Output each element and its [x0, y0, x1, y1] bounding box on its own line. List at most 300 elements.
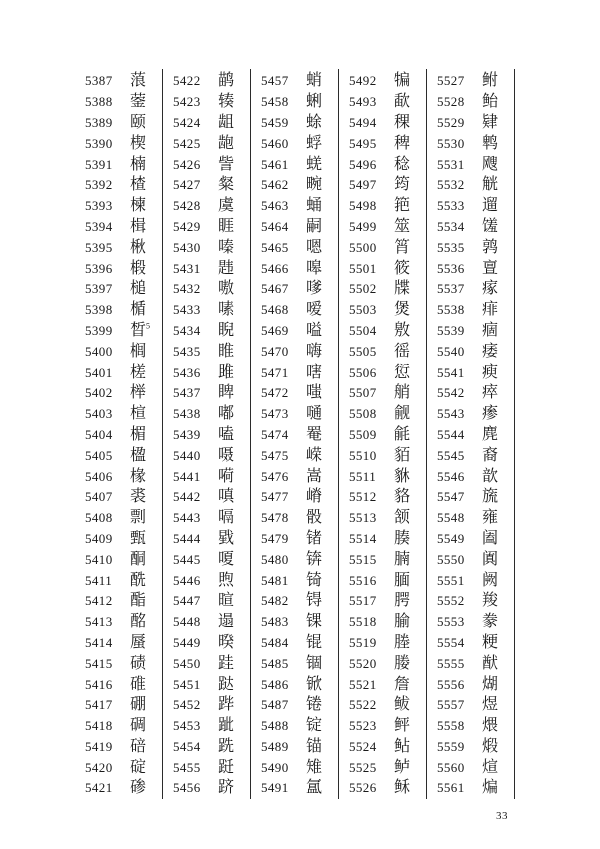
char-index-number: 5557	[437, 697, 465, 713]
char-index-number: 5408	[85, 510, 113, 526]
chinese-character: 煅	[482, 737, 499, 755]
chinese-character: 媵	[394, 654, 411, 672]
char-index-number: 5495	[349, 135, 377, 151]
table-row	[163, 757, 250, 778]
chinese-character: 痱	[482, 301, 499, 319]
table-row	[251, 778, 338, 799]
chinese-character: 牒	[394, 280, 411, 298]
char-index-number: 5460	[261, 135, 289, 151]
table-row	[251, 591, 338, 612]
char-index-number: 5457	[261, 73, 289, 89]
char-index-number: 5429	[173, 218, 201, 234]
char-index-number: 5471	[261, 364, 289, 380]
chinese-character: 跶	[218, 675, 235, 693]
table-row	[163, 71, 250, 92]
table-row	[251, 133, 338, 154]
chinese-character: 碇	[130, 758, 147, 776]
chinese-character: 瘐	[482, 363, 499, 381]
table-row	[427, 549, 514, 570]
table-row	[75, 466, 162, 487]
table-row	[75, 591, 162, 612]
table-row	[163, 341, 250, 362]
char-index-number: 5474	[261, 426, 289, 442]
table-row	[339, 757, 426, 778]
char-index-number: 5498	[349, 198, 377, 214]
char-index-number: 5488	[261, 718, 289, 734]
char-index-number: 5394	[85, 218, 113, 234]
chinese-character: 貊	[394, 446, 411, 464]
chinese-character: 楣	[130, 425, 147, 443]
table-row	[339, 674, 426, 695]
chinese-character: 鲋	[482, 72, 499, 90]
table-row	[339, 217, 426, 238]
chinese-character: 觥	[482, 176, 499, 194]
chinese-character: 锟	[306, 633, 323, 651]
table-row	[251, 570, 338, 591]
table-row	[339, 279, 426, 300]
char-index-number: 5554	[437, 634, 465, 650]
table-row	[339, 175, 426, 196]
char-index-number: 5556	[437, 676, 465, 692]
table-row	[339, 737, 426, 758]
char-index-number: 5393	[85, 198, 113, 214]
char-index-number: 5448	[173, 614, 201, 630]
char-index-number: 5410	[85, 551, 113, 567]
char-index-number: 5537	[437, 281, 465, 297]
char-index-number: 5401	[85, 364, 113, 380]
char-index-number: 5425	[173, 135, 201, 151]
chinese-character: 瘁	[482, 384, 499, 402]
chinese-character: 睥	[218, 384, 235, 402]
chinese-character: 愆	[394, 363, 411, 381]
table-row	[339, 71, 426, 92]
table-row	[75, 778, 162, 799]
char-index-number: 5415	[85, 655, 113, 671]
char-index-number: 5512	[349, 489, 377, 505]
chinese-character: 楫	[130, 217, 147, 235]
chinese-character: 訾	[218, 155, 235, 173]
chinese-character: 嗄	[218, 550, 235, 568]
table-row	[251, 653, 338, 674]
table-row	[251, 300, 338, 321]
table-row	[75, 737, 162, 758]
char-index-number: 5442	[173, 489, 201, 505]
char-index-number: 5561	[437, 780, 465, 796]
char-index-number: 5552	[437, 593, 465, 609]
chinese-character: 嵩	[306, 467, 323, 485]
table-row	[427, 362, 514, 383]
table-row	[251, 695, 338, 716]
chinese-character: 嗝	[218, 509, 235, 527]
chinese-character: 酩	[130, 613, 147, 631]
char-index-number: 5453	[173, 718, 201, 734]
table-row	[163, 258, 250, 279]
table-row	[251, 757, 338, 778]
char-index-number: 5531	[437, 156, 465, 172]
char-index-number: 5449	[173, 634, 201, 650]
char-index-number: 5513	[349, 510, 377, 526]
chinese-character: 蜉	[306, 134, 323, 152]
chinese-character: 瘆	[482, 405, 499, 423]
char-index-number: 5482	[261, 593, 289, 609]
table-row	[75, 695, 162, 716]
table-row	[75, 508, 162, 529]
table-row	[427, 113, 514, 134]
chinese-character: 蛹	[306, 197, 323, 215]
table-row	[339, 321, 426, 342]
table-row	[251, 466, 338, 487]
char-index-number: 5540	[437, 343, 465, 359]
char-index-number: 5492	[349, 73, 377, 89]
table-row	[251, 71, 338, 92]
table-row	[163, 591, 250, 612]
chinese-character: 鹑	[482, 238, 499, 256]
char-index-number: 5529	[437, 114, 465, 130]
table-row	[163, 445, 250, 466]
table-column-4	[339, 69, 427, 799]
char-index-number: 5478	[261, 510, 289, 526]
char-index-number: 5465	[261, 239, 289, 255]
char-index-number: 5510	[349, 447, 377, 463]
table-row	[427, 529, 514, 550]
table-row	[339, 695, 426, 716]
char-index-number: 5461	[261, 156, 289, 172]
table-row	[75, 549, 162, 570]
char-index-number: 5485	[261, 655, 289, 671]
chinese-character: 蜣	[306, 155, 323, 173]
table-row	[339, 716, 426, 737]
char-index-number: 5452	[173, 697, 201, 713]
chinese-character: 毹	[394, 425, 411, 443]
chinese-character: 嗉	[218, 301, 235, 319]
table-row	[251, 674, 338, 695]
chinese-character: 亶	[482, 259, 499, 277]
char-index-number: 5459	[261, 114, 289, 130]
char-index-number: 5418	[85, 718, 113, 734]
table-row	[251, 487, 338, 508]
chinese-character: 嗫	[218, 446, 235, 464]
table-row	[427, 778, 514, 799]
chinese-character: 嵘	[306, 446, 323, 464]
chinese-character: 蓥	[130, 93, 147, 111]
table-row	[163, 425, 250, 446]
chinese-character: 阗	[482, 550, 499, 568]
char-index-number: 5543	[437, 406, 465, 422]
char-index-number: 5545	[437, 447, 465, 463]
table-row	[427, 279, 514, 300]
chinese-character: 跐	[218, 717, 235, 735]
chinese-character: 楔	[130, 134, 147, 152]
chinese-character: 蛸	[306, 72, 323, 90]
chinese-character: 楝	[130, 197, 147, 215]
table-row	[163, 383, 250, 404]
chinese-character: 痿	[482, 342, 499, 360]
table-row	[75, 653, 162, 674]
table-row	[75, 133, 162, 154]
table-row	[75, 175, 162, 196]
char-index-number: 5536	[437, 260, 465, 276]
char-index-number: 5517	[349, 593, 377, 609]
chinese-character: 煸	[482, 779, 499, 797]
table-row	[163, 92, 250, 113]
char-index-number: 5534	[437, 218, 465, 234]
table-row	[427, 383, 514, 404]
char-index-number: 5483	[261, 614, 289, 630]
table-row	[427, 300, 514, 321]
char-index-number: 5502	[349, 281, 377, 297]
table-row	[75, 362, 162, 383]
table-row	[427, 653, 514, 674]
table-row	[427, 612, 514, 633]
char-index-number: 5533	[437, 198, 465, 214]
char-index-number: 5421	[85, 780, 113, 796]
char-index-number: 5439	[173, 426, 201, 442]
char-index-number: 5427	[173, 177, 201, 193]
char-index-number: 5387	[85, 73, 113, 89]
char-index-number: 5493	[349, 94, 377, 110]
chinese-character: 稗	[394, 134, 411, 152]
table-row	[251, 383, 338, 404]
table-row	[339, 778, 426, 799]
char-index-number: 5441	[173, 468, 201, 484]
table-row	[75, 445, 162, 466]
char-index-number: 5388	[85, 94, 113, 110]
char-index-number: 5477	[261, 489, 289, 505]
chinese-character: 煨	[482, 717, 499, 735]
table-row	[251, 362, 338, 383]
chinese-character: 罨	[306, 425, 323, 443]
chinese-character: 蜃	[130, 633, 147, 651]
chinese-character: 嗪	[218, 238, 235, 256]
chinese-character: 锛	[306, 550, 323, 568]
table-row	[427, 71, 514, 92]
chinese-character: 暌	[218, 633, 235, 651]
table-row	[427, 258, 514, 279]
char-index-number: 5451	[173, 676, 201, 692]
char-index-number: 5527	[437, 73, 465, 89]
char-index-number: 5455	[173, 759, 201, 775]
character-index-table	[75, 69, 515, 799]
char-index-number: 5435	[173, 343, 201, 359]
chinese-character: 瘃	[482, 280, 499, 298]
chinese-character: 蒗	[130, 72, 147, 90]
chinese-character: 跬	[218, 654, 235, 672]
table-row	[163, 487, 250, 508]
char-index-number: 5501	[349, 260, 377, 276]
table-row	[163, 321, 250, 342]
chinese-character: 嘟	[218, 405, 235, 423]
chinese-character: 粲	[218, 176, 235, 194]
table-row	[339, 549, 426, 570]
table-row	[75, 258, 162, 279]
table-row	[163, 737, 250, 758]
table-row	[163, 217, 250, 238]
char-index-number: 5494	[349, 114, 377, 130]
chinese-character: 槌	[130, 280, 147, 298]
char-index-number: 5430	[173, 239, 201, 255]
table-row	[163, 466, 250, 487]
chinese-character: 裘	[130, 488, 147, 506]
chinese-character: 锞	[306, 613, 323, 631]
char-index-number: 5558	[437, 718, 465, 734]
table-row	[75, 279, 162, 300]
table-row	[75, 300, 162, 321]
table-row	[339, 633, 426, 654]
chinese-character: 锩	[306, 696, 323, 714]
char-index-number: 5450	[173, 655, 201, 671]
chinese-character: 骰	[306, 509, 323, 527]
table-row	[339, 341, 426, 362]
chinese-character: 鹎	[482, 134, 499, 152]
chinese-character: 粳	[482, 633, 499, 651]
char-index-number: 5398	[85, 302, 113, 318]
char-index-number: 5402	[85, 385, 113, 401]
chinese-character: 痼	[482, 321, 499, 339]
table-row	[251, 737, 338, 758]
chinese-character: 筲	[394, 238, 411, 256]
chinese-character: 嗌	[306, 321, 323, 339]
chinese-character: 锗	[306, 529, 323, 547]
chinese-character: 阙	[482, 571, 499, 589]
table-row	[427, 570, 514, 591]
chinese-character: 跣	[218, 737, 235, 755]
table-row	[427, 633, 514, 654]
char-index-number: 5508	[349, 406, 377, 422]
char-index-number: 5423	[173, 94, 201, 110]
char-index-number: 5396	[85, 260, 113, 276]
table-row	[427, 196, 514, 217]
char-index-number: 5506	[349, 364, 377, 380]
chinese-character: 歆	[482, 467, 499, 485]
table-row	[75, 237, 162, 258]
table-row	[339, 133, 426, 154]
table-row	[163, 300, 250, 321]
char-index-number: 5437	[173, 385, 201, 401]
chinese-character: 羧	[482, 592, 499, 610]
chinese-character: 敫	[394, 321, 411, 339]
table-row	[75, 383, 162, 404]
char-index-number: 5499	[349, 218, 377, 234]
char-index-number: 5420	[85, 759, 113, 775]
char-index-number: 5431	[173, 260, 201, 276]
table-row	[339, 196, 426, 217]
table-row	[251, 508, 338, 529]
table-row	[75, 425, 162, 446]
chinese-character: 蜍	[306, 113, 323, 131]
table-row	[427, 487, 514, 508]
char-index-number: 5433	[173, 302, 201, 318]
table-row	[251, 175, 338, 196]
table-column-3	[251, 69, 339, 799]
table-row	[339, 570, 426, 591]
chinese-character: 戥	[218, 529, 235, 547]
char-index-number: 5470	[261, 343, 289, 359]
chinese-character: 稞	[394, 113, 411, 131]
chinese-character: 遛	[482, 197, 499, 215]
char-index-number: 5443	[173, 510, 201, 526]
chinese-character: 嗷	[218, 280, 235, 298]
char-index-number: 5525	[349, 759, 377, 775]
table-row	[75, 341, 162, 362]
chinese-character: 椽	[130, 467, 147, 485]
char-index-number: 5389	[85, 114, 113, 130]
table-row	[339, 425, 426, 446]
table-row	[427, 404, 514, 425]
chinese-character: 剽	[130, 509, 147, 527]
table-row	[75, 570, 162, 591]
table-row	[427, 508, 514, 529]
chinese-character: 畹	[306, 176, 323, 194]
char-index-number: 5395	[85, 239, 113, 255]
chinese-character: 碚	[130, 737, 147, 755]
char-index-number: 5521	[349, 676, 377, 692]
table-row	[427, 237, 514, 258]
char-index-number: 5438	[173, 406, 201, 422]
char-index-number: 5515	[349, 551, 377, 567]
table-row	[427, 757, 514, 778]
table-row	[163, 362, 250, 383]
chinese-character: 氲	[306, 779, 323, 797]
chinese-character: 榈	[130, 342, 147, 360]
char-index-number: 5518	[349, 614, 377, 630]
char-index-number: 5538	[437, 302, 465, 318]
table-row	[427, 341, 514, 362]
chinese-character: 嗵	[306, 405, 323, 423]
chinese-character: 鲈	[394, 758, 411, 776]
char-index-number: 5490	[261, 759, 289, 775]
chinese-character: 跸	[218, 696, 235, 714]
char-index-number: 5404	[85, 426, 113, 442]
char-index-number: 5392	[85, 177, 113, 193]
char-index-number: 5553	[437, 614, 465, 630]
chinese-character: 楹	[130, 446, 147, 464]
char-index-number: 5497	[349, 177, 377, 193]
chinese-character: 筮	[394, 217, 411, 235]
chinese-character: 嗤	[306, 384, 323, 402]
char-index-number: 5447	[173, 593, 201, 609]
chinese-character: 楂	[130, 176, 147, 194]
table-row	[427, 695, 514, 716]
char-index-number: 5491	[261, 780, 289, 796]
chinese-character: 塍	[394, 633, 411, 651]
table-row	[339, 445, 426, 466]
chinese-character: 锜	[306, 571, 323, 589]
char-index-number: 5481	[261, 572, 289, 588]
chinese-character: 艄	[394, 384, 411, 402]
char-index-number: 5541	[437, 364, 465, 380]
chinese-character: 腠	[394, 529, 411, 547]
table-row	[75, 92, 162, 113]
table-row	[75, 154, 162, 175]
table-row	[251, 92, 338, 113]
table-row	[75, 321, 162, 342]
chinese-character: 嗬	[218, 467, 235, 485]
char-index-number: 5468	[261, 302, 289, 318]
char-index-number: 5407	[85, 489, 113, 505]
char-index-number: 5530	[437, 135, 465, 151]
table-row	[163, 570, 250, 591]
table-row	[75, 633, 162, 654]
chinese-character: 鲇	[394, 737, 411, 755]
char-index-number: 5546	[437, 468, 465, 484]
chinese-character: 楯	[130, 301, 147, 319]
char-index-number: 5539	[437, 322, 465, 338]
table-row	[339, 508, 426, 529]
table-row	[339, 92, 426, 113]
table-row	[75, 71, 162, 92]
char-index-number: 5503	[349, 302, 377, 318]
char-index-number: 5416	[85, 676, 113, 692]
